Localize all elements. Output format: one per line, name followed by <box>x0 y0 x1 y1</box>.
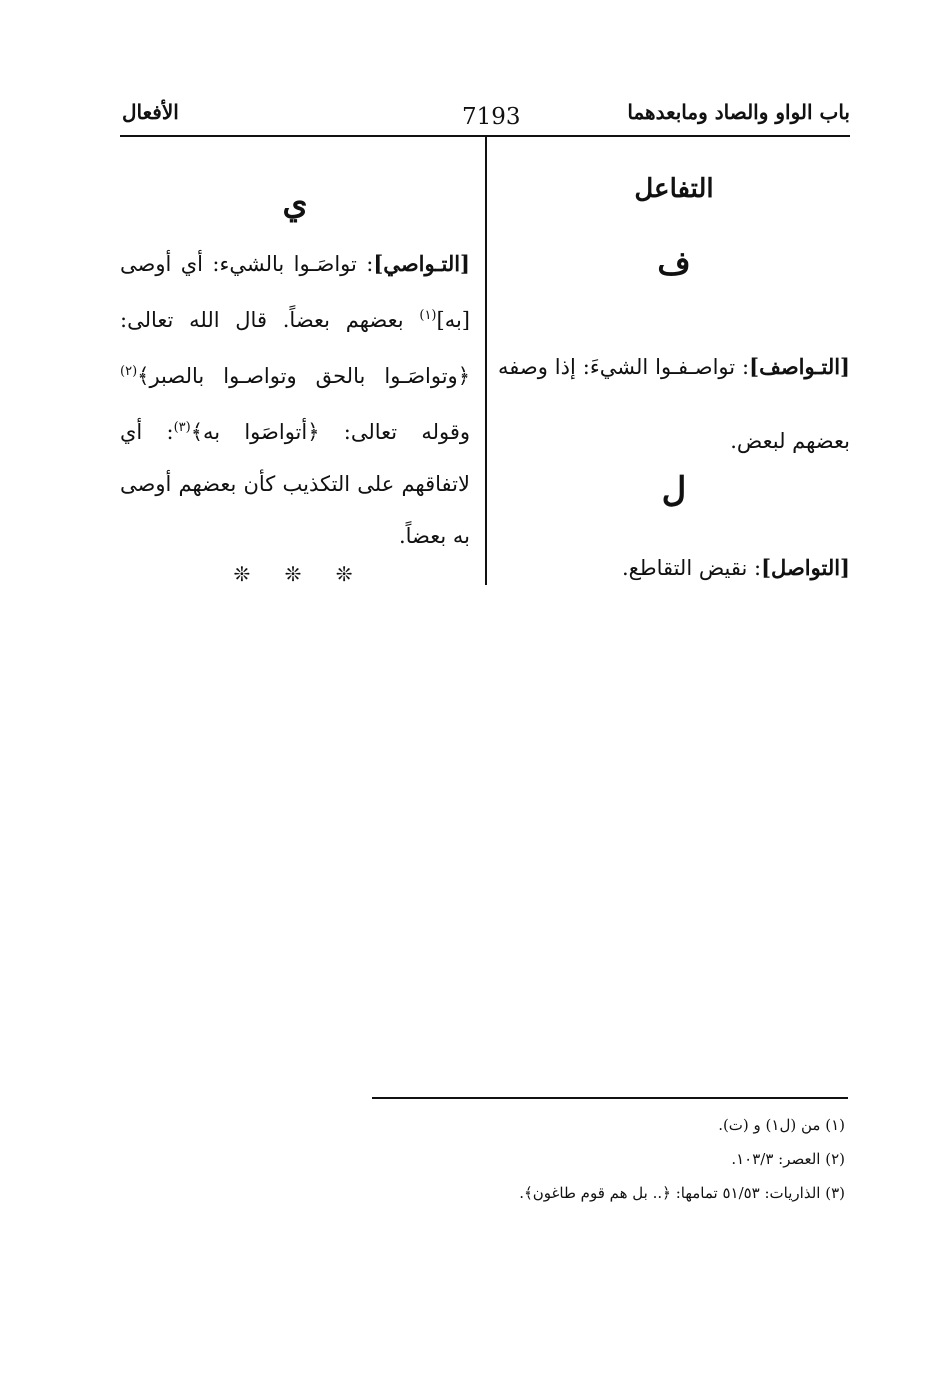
letter-heading-fa: ف <box>657 244 691 282</box>
page-number: 7193 <box>462 104 521 130</box>
footnote-ref-2: (٢) <box>120 364 138 379</box>
section-end-stars: ❊ ❊ ❊ <box>233 562 367 586</box>
letter-heading-ya: ي <box>282 184 308 222</box>
entry-headword: [التـواصف] <box>749 354 850 379</box>
footnote-ref-3: (٣) <box>173 420 191 435</box>
footnote-3: (٣) الذاريات: ٥١/٥٣ تمامها: ﴿.. بل هم قوم طاغون﴾. <box>519 1184 845 1202</box>
section-title: التفاعل <box>634 174 714 204</box>
entry-definition: : تواصَـوا بالشيء: أي أوصى [به] <box>120 252 470 332</box>
entry-definition: وقوله تعالى: ﴿أتواصَوا به﴾ <box>190 420 470 444</box>
entry-definition: : أي لاتفاقهم على التكذيب كأن بعضهم أوصى به بعضاً. <box>120 420 470 548</box>
footnote-1: (١) من (ل١) و (ت). <box>718 1116 845 1134</box>
running-header-chapter: باب الواو والصاد ومابعدهما <box>627 100 850 124</box>
entry-tawasul <box>498 555 850 580</box>
column-divider <box>485 137 487 585</box>
entry-headword: [التواصل] <box>761 555 850 580</box>
entry-tawasuf <box>498 330 850 478</box>
running-header-section: الأفعال <box>122 100 179 124</box>
letter-heading-lam: ل <box>661 470 687 510</box>
footnote-ref-1: (١) <box>419 308 437 323</box>
entry-headword: [التـواصي] <box>373 251 470 276</box>
entry-definition: : نقيض التقاطع. <box>622 556 762 580</box>
entry-definition: بعضهم بعضاً. قال الله تعالى: ﴿وتواصَـوا بالحق وتواصـوا بالصبر﴾ <box>120 308 470 388</box>
footnote-2: (٢) العصر: ١٠٣/٣. <box>731 1150 845 1168</box>
entry-tawasi <box>120 238 470 562</box>
entry-definition: : تواصـفـوا الشيءَ: إذا وصفه بعضهم لبعض. <box>498 355 850 453</box>
footnote-rule <box>372 1097 848 1099</box>
